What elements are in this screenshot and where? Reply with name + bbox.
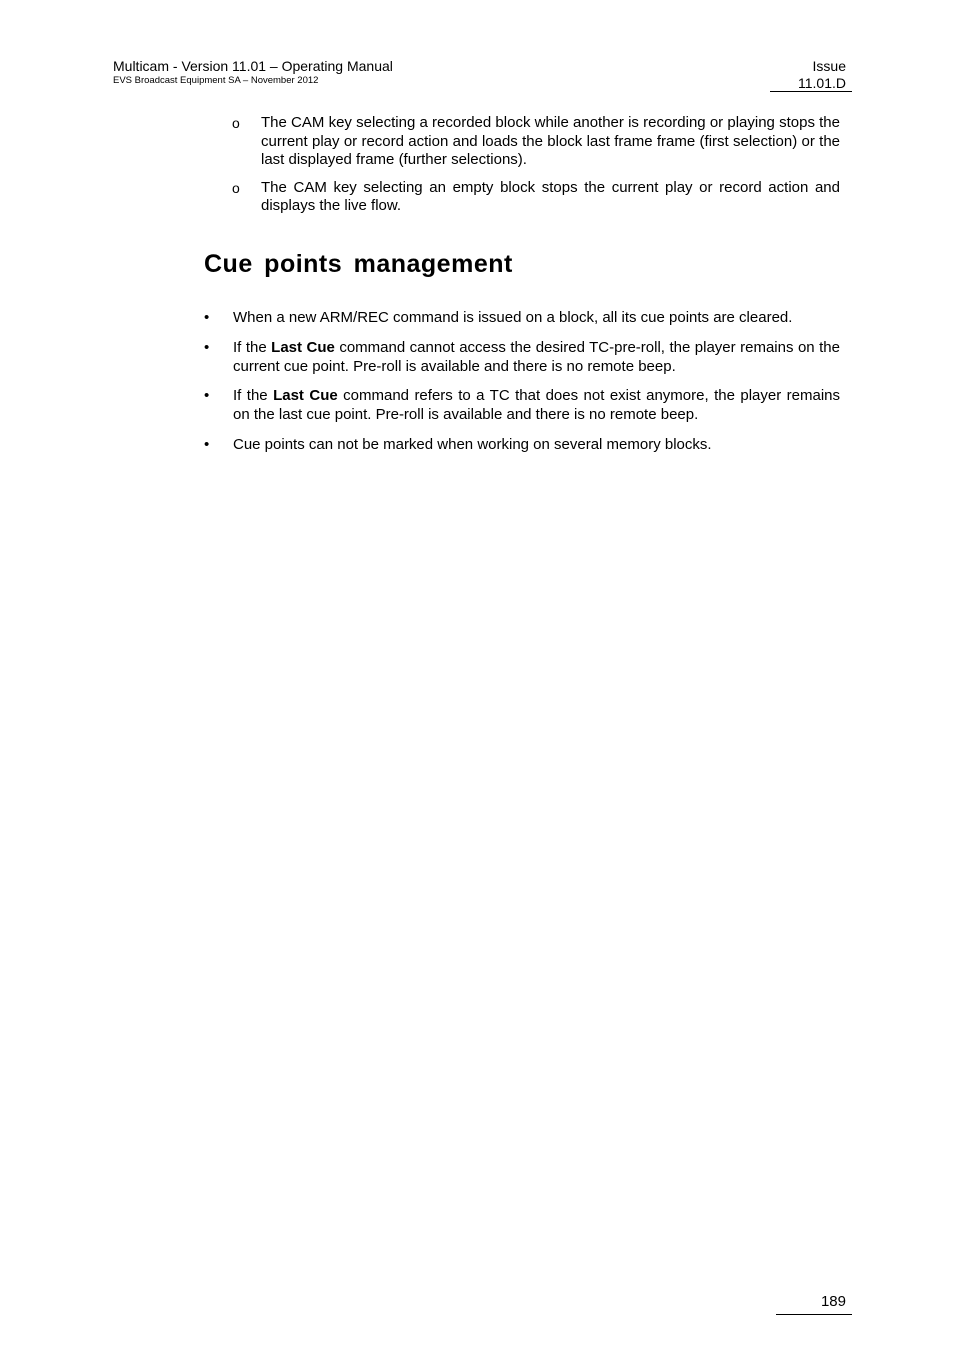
issue-block xyxy=(798,58,846,92)
document-publisher: EVS Broadcast Equipment SA – November 2012 xyxy=(113,75,319,86)
bullet-dot-icon: • xyxy=(204,338,210,356)
item-text-lead: If the xyxy=(233,387,274,404)
item-text: Cue points can not be marked when working on several memory blocks. xyxy=(233,435,712,453)
bullet-list xyxy=(204,308,840,464)
item-text-lead: If the xyxy=(233,338,272,356)
item-text-rest: command cannot access the desired TC-pre-roll, the player remains on the current cue point. Pre-roll is available and there is no remote beep. xyxy=(233,338,840,375)
header-divider xyxy=(770,91,852,92)
bullet-dot-icon: • xyxy=(204,387,210,404)
sub-bullet-list xyxy=(232,114,840,225)
document-title: Multicam - Version 11.01 – Operating Manual xyxy=(113,58,393,74)
page-number: 189 xyxy=(820,1293,846,1310)
list-item xyxy=(204,338,840,376)
issue-value: 11.01.D xyxy=(798,75,846,91)
item-text: When a new ARM/REC command is issued on a block, all its cue points are cleared. xyxy=(233,309,793,326)
command-name: Last Cue xyxy=(271,338,335,356)
footer-divider xyxy=(776,1314,852,1315)
circle-bullet-icon: o xyxy=(232,115,240,131)
sub-item-text: The CAM key selecting an empty block stops the current play or record action and displays the live flow. xyxy=(261,178,840,214)
bullet-dot-icon: • xyxy=(204,309,210,326)
sub-list-item xyxy=(232,114,840,170)
page-header xyxy=(113,58,393,86)
item-text-rest: command refers to a TC that does not exist anymore, the player remains on the last cue point. Pre-roll is available and there is no remote beep. xyxy=(233,387,840,423)
bullet-dot-icon: • xyxy=(204,435,210,453)
list-item xyxy=(204,308,840,327)
command-name: Last Cue xyxy=(273,387,338,404)
sub-item-text: The CAM key selecting a recorded block while another is recording or playing stops the current play or record action and loads the block last frame frame (first selection) or the last displayed frame (further selections). xyxy=(261,114,840,168)
circle-bullet-icon: o xyxy=(232,179,240,196)
list-item xyxy=(204,386,840,424)
sub-list-item xyxy=(232,179,840,216)
list-item xyxy=(204,435,840,454)
section-heading: Cue points management xyxy=(204,250,513,278)
issue-label: Issue xyxy=(812,58,846,74)
